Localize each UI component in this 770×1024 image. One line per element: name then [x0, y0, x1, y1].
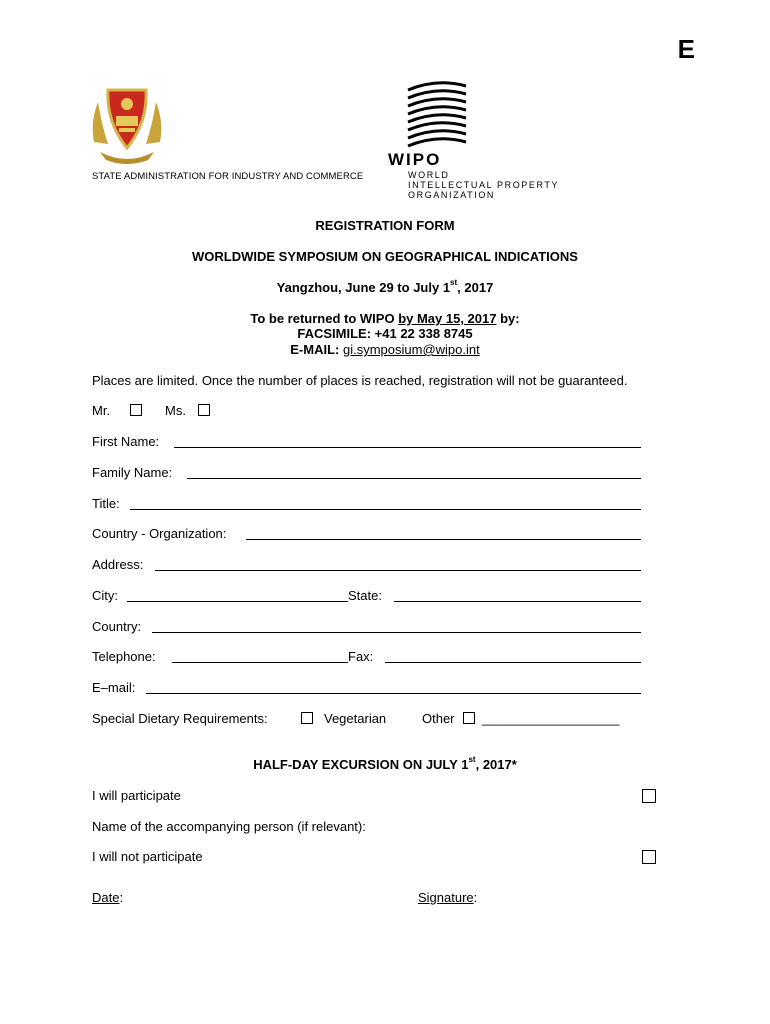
fax-field[interactable]: [385, 662, 641, 663]
date-label: Date: [92, 890, 120, 905]
return-prefix: To be returned to WIPO: [250, 311, 399, 326]
other-field[interactable]: ___________________: [482, 711, 620, 726]
dietary-label: Special Dietary Requirements:: [92, 711, 268, 726]
other-label: Other: [422, 711, 455, 726]
event-title: WORLDWIDE SYMPOSIUM ON GEOGRAPHICAL INDICATIONS: [192, 249, 578, 264]
address-field[interactable]: [155, 570, 641, 571]
state-admin-name: STATE ADMINISTRATION FOR INDUSTRY AND COMMERCE: [92, 171, 364, 182]
wipo-logo: [386, 78, 576, 203]
email-label: E-MAIL:: [290, 342, 343, 357]
ms-label: Ms.: [165, 403, 186, 418]
location-dates-text: Yangzhou, June 29 to July 1: [276, 280, 451, 295]
fax-number: FACSIMILE: +41 22 338 8745: [297, 326, 473, 341]
city-label: City:: [92, 588, 118, 603]
accompanying-label: Name of the accompanying person (if relevant):: [92, 819, 366, 834]
country-label: Country:: [92, 619, 142, 634]
city-field[interactable]: [127, 601, 348, 602]
excursion-heading: [0, 757, 770, 772]
vegetarian-checkbox[interactable]: [301, 712, 313, 724]
places-notice: Places are limited. Once the number of places is reached, registration will not be guaranteed.: [92, 373, 628, 388]
family-name-label: Family Name:: [92, 465, 173, 480]
mr-checkbox[interactable]: [130, 404, 142, 416]
excursion-heading-sup: st: [468, 755, 476, 764]
state-label: State:: [348, 588, 382, 603]
telephone-field[interactable]: [172, 662, 348, 663]
participate-label: I will participate: [92, 788, 181, 803]
saic-emblem-icon: [88, 82, 166, 166]
country-org-field[interactable]: [246, 539, 641, 540]
return-suffix: by:: [496, 311, 520, 326]
location-dates: [0, 280, 770, 295]
state-field[interactable]: [394, 601, 641, 602]
date-field[interactable]: Date:: [92, 890, 124, 905]
title-field[interactable]: [130, 509, 641, 510]
address-label: Address:: [92, 557, 144, 572]
excursion-heading-suffix: , 2017*: [475, 757, 517, 772]
return-deadline: by May 15, 2017: [398, 311, 497, 326]
not-participate-checkbox[interactable]: [642, 850, 656, 864]
email-field-label: E–mail:: [92, 680, 136, 695]
participate-checkbox[interactable]: [642, 789, 656, 803]
country-field[interactable]: [152, 632, 641, 633]
location-dates-year: , 2017: [457, 280, 494, 295]
signature-field[interactable]: Signature:: [418, 890, 478, 905]
ms-checkbox[interactable]: [198, 404, 210, 416]
country-org-label: Country - Organization:: [92, 526, 227, 541]
signature-label: Signature: [418, 890, 474, 905]
wipo-line-ip: INTELLECTUAL PROPERTY: [408, 180, 560, 190]
first-name-label: First Name:: [92, 434, 160, 449]
wipo-line-world: WORLD: [408, 170, 450, 180]
wipo-globe-icon: [402, 78, 472, 153]
email-field[interactable]: [146, 693, 641, 694]
telephone-label: Telephone:: [92, 649, 156, 664]
excursion-heading-text: HALF-DAY EXCURSION ON JULY 1: [253, 757, 469, 772]
wipo-line-org: ORGANIZATION: [408, 190, 496, 200]
form-title: REGISTRATION FORM: [315, 218, 455, 233]
first-name-field[interactable]: [174, 447, 641, 448]
not-participate-label: I will not participate: [92, 849, 203, 864]
return-line: [0, 311, 770, 326]
wipo-abbrev: WIPO: [388, 150, 442, 169]
language-code: E: [677, 34, 695, 64]
family-name-field[interactable]: [187, 478, 641, 479]
email-line: [0, 342, 770, 357]
mr-label: Mr.: [92, 403, 111, 418]
other-checkbox[interactable]: [463, 712, 475, 724]
fax-label: Fax:: [348, 649, 374, 664]
email-link[interactable]: gi.symposium@wipo.int: [342, 342, 480, 357]
title-label: Title:: [92, 496, 120, 511]
vegetarian-label: Vegetarian: [324, 711, 387, 726]
location-dates-sup: st: [450, 278, 458, 287]
